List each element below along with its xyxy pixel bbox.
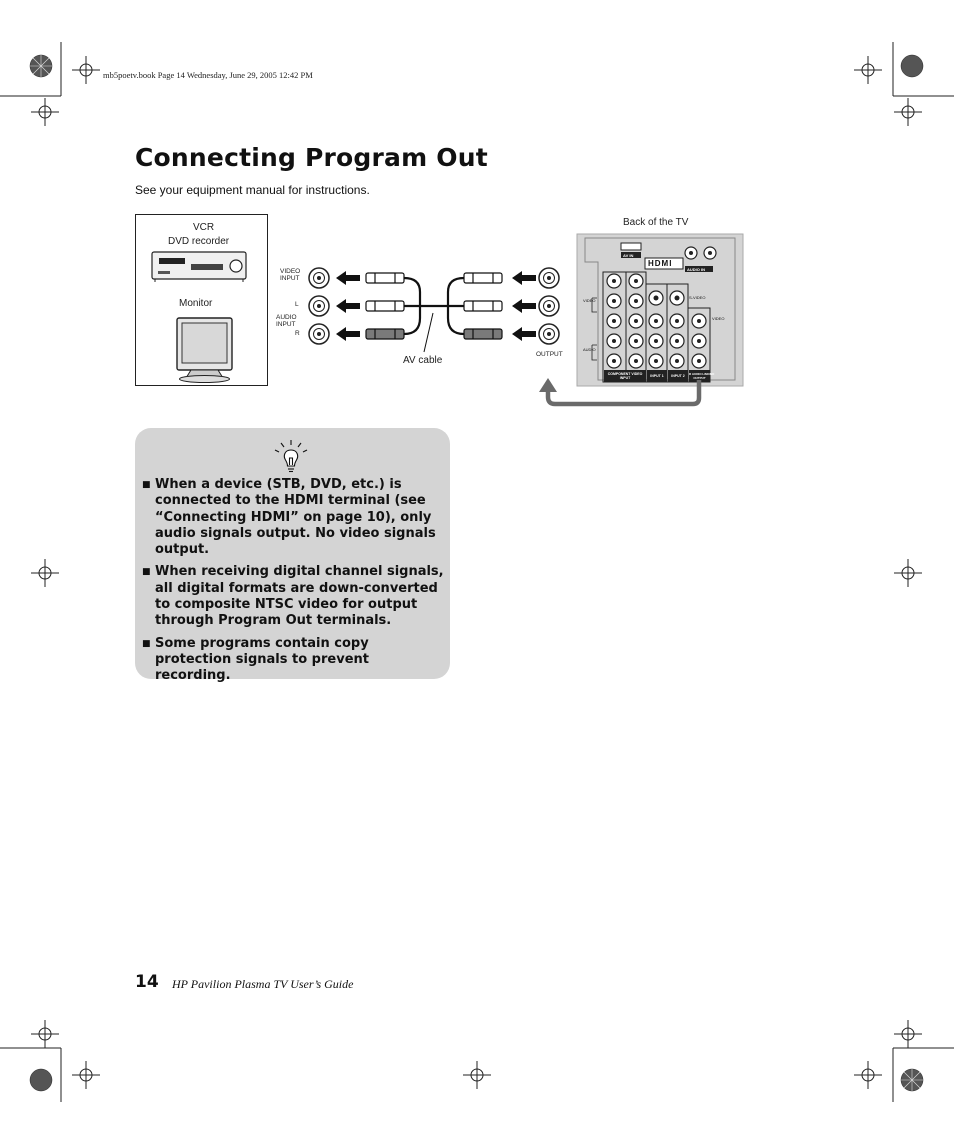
page-subtitle: See your equipment manual for instructions. <box>135 183 370 197</box>
connection-diagram <box>0 0 954 420</box>
arrow-left-icon <box>336 327 360 341</box>
page-number: 14 <box>135 972 159 992</box>
guide-title: HP Pavilion Plasma TV User’s Guide <box>172 977 354 991</box>
video-input-label-line-1: VIDEO <box>280 268 301 275</box>
arrow-left-icon <box>336 271 360 285</box>
vcr-label: VCR <box>193 222 215 233</box>
audio-l-input-jack-icon <box>309 296 329 316</box>
panel-program-out-label-line-1: R AUDIO L/MONO <box>689 372 715 376</box>
back-of-tv-panel-icon <box>577 234 743 386</box>
registration-target-icon <box>72 1061 100 1089</box>
monitor-label: Monitor <box>179 298 213 309</box>
panel-input1-label: INPUT 1 <box>650 374 664 378</box>
registration-target-icon <box>31 1020 59 1048</box>
audio-r-label: R <box>295 330 300 337</box>
registration-target-icon <box>31 559 59 587</box>
audio-input-label-line-2: INPUT <box>276 321 296 328</box>
tip-item <box>142 564 447 629</box>
panel-audio-in-label: AUDIO IN <box>687 267 705 272</box>
video-input-jack-icon <box>309 268 329 288</box>
bullet-square-icon: ■ <box>142 567 151 578</box>
bullet-square-icon: ■ <box>142 638 151 649</box>
lightbulb-icon <box>272 438 310 474</box>
registration-target-icon <box>894 1020 922 1048</box>
panel-video-right-label: VIDEO <box>712 316 725 321</box>
registration-target-icon <box>463 1061 491 1089</box>
arrow-left-icon <box>512 299 536 313</box>
panel-program-out-label <box>689 372 715 380</box>
bullet-square-icon: ■ <box>142 480 151 490</box>
panel-video-label: VIDEO <box>583 298 596 303</box>
tip-item <box>142 636 447 685</box>
tip-list <box>142 477 447 691</box>
tip-text: Some programs contain copy protection signals to prevent recording. <box>155 635 369 684</box>
av-cable-icon <box>366 273 502 352</box>
arrow-left-icon <box>336 299 360 313</box>
audio-input-label-line-1: AUDIO <box>276 314 297 321</box>
arrow-left-icon <box>512 271 536 285</box>
print-slug: mb5poetv.book Page 14 Wednesday, June 29, 2005 12:42 PM <box>103 70 313 80</box>
dvd-recorder-label: DVD recorder <box>168 236 230 247</box>
registration-target-icon <box>854 1061 882 1089</box>
audio-r-output-jack-icon <box>539 324 559 344</box>
tv-output-jacks <box>539 268 559 344</box>
arrow-up-icon <box>539 378 557 392</box>
panel-program-out-label-line-2: OUTPUT <box>693 376 706 380</box>
panel-av-in-label: AV IN <box>623 253 634 258</box>
audio-l-label: L <box>295 301 299 308</box>
panel-audio-label: AUDIO <box>583 347 596 352</box>
page-title: Connecting Program Out <box>135 143 488 172</box>
audio-l-output-jack-icon <box>539 296 559 316</box>
panel-component-label-line-1: COMPONENT VIDEO <box>607 372 643 376</box>
color-bar-disc-icon <box>30 1069 52 1091</box>
tip-item <box>142 477 447 558</box>
audio-r-input-jack-icon <box>309 324 329 344</box>
panel-component-label-line-2: INPUT <box>619 376 631 380</box>
panel-hdmi-label: HDMI <box>648 259 673 268</box>
tip-text: When a device (STB, DVD, etc.) is connected to the HDMI terminal (see “Connecting HDMI” on page 10), only audio signals output. No video signals output. <box>155 477 436 558</box>
device-input-jacks <box>309 268 329 344</box>
av-cable-label: AV cable <box>403 355 443 366</box>
panel-component-label <box>604 372 646 380</box>
video-output-jack-icon <box>539 268 559 288</box>
output-label: OUTPUT <box>536 351 563 358</box>
panel-s-video-label: S-VIDEO <box>689 295 706 300</box>
arrow-left-icon <box>512 327 536 341</box>
panel-input2-label: INPUT 2 <box>671 374 685 378</box>
video-input-label-line-2: INPUT <box>280 275 300 282</box>
back-of-tv-label: Back of the TV <box>623 217 689 228</box>
registration-target-icon <box>894 559 922 587</box>
tip-text: When receiving digital channel signals, all digital formats are down-converted to composite NTSC video for output through Program Out terminals. <box>155 564 444 629</box>
